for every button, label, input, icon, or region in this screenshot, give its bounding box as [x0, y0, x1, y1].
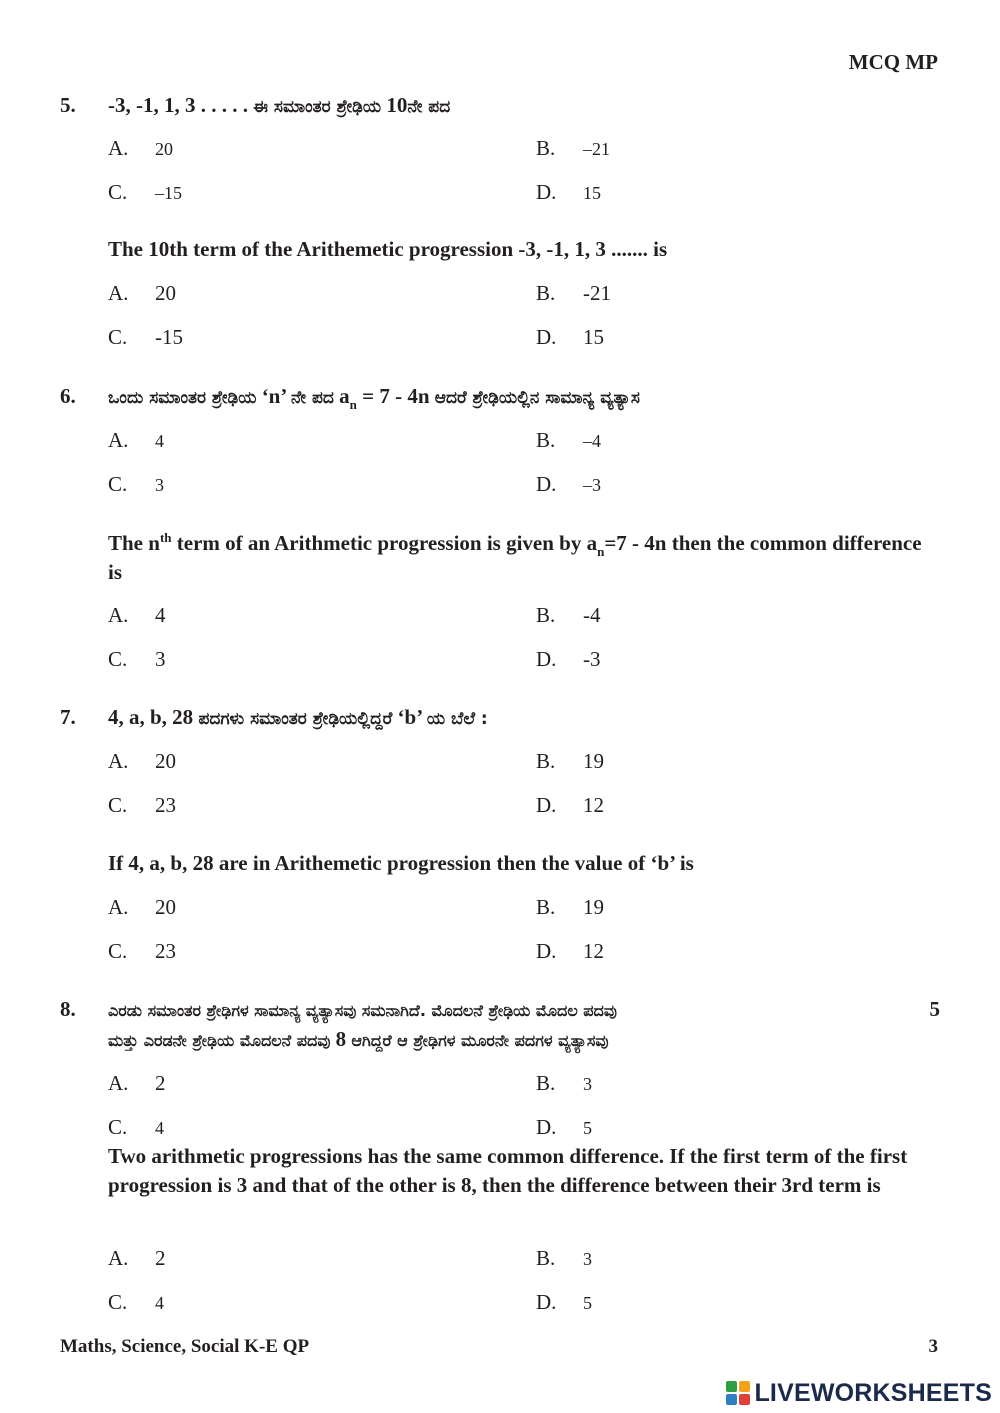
option-value: –15 [155, 183, 182, 203]
option-value: 2 [155, 1246, 166, 1270]
q7-kn-option-b[interactable] [536, 749, 604, 774]
q7-kn-option-a[interactable] [108, 749, 176, 774]
option-value: 2 [155, 1071, 166, 1095]
q5-kn-num: 10 [386, 93, 408, 117]
option-label: A. [108, 1071, 129, 1095]
option-label: A. [108, 749, 129, 773]
option-label: D. [536, 1115, 557, 1139]
q6-kn-option-b[interactable] [536, 428, 601, 453]
q5-number: 5. [60, 93, 76, 117]
q8-kn-option-a[interactable] [108, 1071, 166, 1096]
option-label: B. [536, 895, 556, 919]
q8-number: 8. [60, 997, 76, 1021]
option-label: B. [536, 136, 556, 160]
q6-english-question [108, 529, 940, 587]
q5-kn-option-c[interactable] [108, 180, 182, 205]
option-value: 5 [583, 1293, 592, 1313]
option-label: C. [108, 472, 128, 496]
option-value: 15 [583, 183, 601, 203]
q6-en-p1: The n [108, 531, 160, 555]
q7-kannada-question [108, 705, 488, 730]
q6-kn-a: a [339, 384, 350, 408]
q6-kn-option-c[interactable] [108, 472, 164, 497]
option-value: –4 [583, 431, 601, 451]
q7-kn-prefix: 4, a, b, 28 [108, 705, 194, 729]
q7-kn-b: ‘b’ [397, 705, 422, 729]
footer-subject: Maths, Science, Social K-E QP [60, 1336, 310, 1357]
option-value: 4 [155, 603, 166, 627]
q5-kn-text: ಈ ಸಮಾಂತರ ಶ್ರೇಢಿಯ [253, 97, 382, 117]
option-value: 19 [583, 749, 604, 773]
q7-english-question: If 4, a, b, 28 are in Arithemetic progression then the value of ‘b’ is [108, 851, 694, 875]
option-value: 20 [155, 281, 176, 305]
q7-en-option-c[interactable] [108, 939, 176, 964]
q7-en-option-b[interactable] [536, 895, 604, 920]
option-value: 20 [155, 139, 173, 159]
q6-en-option-c[interactable] [108, 647, 166, 672]
q8-kn-option-d[interactable] [536, 1115, 592, 1140]
option-label: A. [108, 281, 129, 305]
option-label: A. [108, 1246, 129, 1270]
option-value: -21 [583, 281, 611, 305]
q6-number: 6. [60, 384, 76, 408]
option-value: 12 [583, 793, 604, 817]
q6-kn-p3: ಆದರೆ ಶ್ರೇಢಿಯಲ್ಲಿನ ಸಾಮಾನ್ಯ ವ್ಯತ್ಯಾಸ [434, 388, 640, 408]
option-label: D. [536, 1290, 557, 1314]
option-value: 23 [155, 793, 176, 817]
q8-kn-line2b: ಆಗಿದ್ದರೆ ಆ ಶ್ರೇಢಿಗಳ ಮೂರನೇ ಪದಗಳ ವ್ಯತ್ಯಾಸವು [351, 1031, 609, 1050]
q5-kn-option-d[interactable] [536, 180, 601, 205]
option-value: -3 [583, 647, 601, 671]
q6-kn-n: ‘n’ [261, 384, 286, 408]
q6-kn-p2: ನೇ ಪದ [291, 388, 334, 408]
option-label: D. [536, 180, 557, 204]
option-label: B. [536, 1246, 556, 1270]
q8-kn-line2-num: 8 [335, 1027, 347, 1051]
option-value: 20 [155, 749, 176, 773]
option-label: C. [108, 1290, 128, 1314]
q5-kn-prefix: -3, -1, 1, 3 . . . . . [108, 93, 248, 117]
liveworksheets-logo-icon [726, 1381, 750, 1405]
option-value: –21 [583, 139, 610, 159]
option-label: B. [536, 1071, 556, 1095]
option-value: -4 [583, 603, 601, 627]
q6-kn-option-d[interactable] [536, 472, 601, 497]
option-label: A. [108, 136, 129, 160]
option-value: 5 [583, 1118, 592, 1138]
q6-en-sub: n [597, 544, 605, 559]
option-value: -15 [155, 325, 183, 349]
option-label: D. [536, 472, 557, 496]
option-label: C. [108, 647, 128, 671]
option-label: A. [108, 895, 129, 919]
option-label: A. [108, 428, 129, 452]
option-label: D. [536, 647, 557, 671]
q6-en-option-d[interactable] [536, 647, 601, 672]
q5-kannada-question [108, 93, 450, 118]
q7-en-option-a[interactable] [108, 895, 176, 920]
q7-kn-p1: ಪದಗಳು ಸಮಾಂತರ ಶ್ರೇಢಿಯಲ್ಲಿದ್ದರೆ [198, 709, 393, 729]
option-value: 15 [583, 325, 604, 349]
q8-en-option-b[interactable] [536, 1246, 592, 1271]
option-label: D. [536, 325, 557, 349]
option-value: 4 [155, 1118, 164, 1138]
q5-kn-option-a[interactable] [108, 136, 173, 161]
q6-kannada-question [108, 384, 640, 412]
q6-kn-p1: ಒಂದು ಸಮಾಂತರ ಶ್ರೇಢಿಯ [108, 388, 257, 408]
option-label: B. [536, 749, 556, 773]
option-value: 12 [583, 939, 604, 963]
q8-kannada-line-2 [108, 1027, 608, 1052]
option-value: 3 [155, 647, 166, 671]
q5-en-option-b[interactable] [536, 281, 611, 306]
q6-en-sup: th [159, 530, 172, 545]
watermark-text: LIVEWORKSHEETS [754, 1378, 992, 1407]
option-label: A. [108, 603, 129, 627]
option-label: D. [536, 793, 557, 817]
option-label: B. [536, 428, 556, 452]
q6-kn-option-a[interactable] [108, 428, 164, 453]
option-value: 3 [583, 1249, 592, 1269]
q7-kn-p2: ಯ ಬೆಲೆ : [426, 709, 488, 729]
page-number: 3 [928, 1336, 938, 1357]
q6-en-option-a[interactable] [108, 603, 166, 628]
q8-en-option-d[interactable] [536, 1290, 592, 1315]
option-label: C. [108, 939, 128, 963]
option-value: 19 [583, 895, 604, 919]
option-label: D. [536, 939, 557, 963]
option-value: 3 [155, 475, 164, 495]
q5-en-option-d[interactable] [536, 325, 604, 350]
q5-en-option-a[interactable] [108, 281, 176, 306]
q7-kn-option-d[interactable] [536, 793, 604, 818]
option-label: C. [108, 1115, 128, 1139]
option-value: 20 [155, 895, 176, 919]
q8-kn-line1: ಎರಡು ಸಮಾಂತರ ಶ್ರೇಢಿಗಳ ಸಾಮಾನ್ಯ ವ್ಯತ್ಯಾಸವು ಸಮನಾಗಿದೆ. ಮೊದಲನೆ ಶ್ರೇಢಿಯ ಮೊದಲ ಪದವು [108, 1001, 617, 1020]
q7-number: 7. [60, 705, 76, 729]
option-value: 4 [155, 431, 164, 451]
q8-kn-option-b[interactable] [536, 1071, 592, 1096]
q5-en-option-c[interactable] [108, 325, 183, 350]
liveworksheets-watermark [726, 1378, 992, 1408]
option-value: 3 [583, 1074, 592, 1094]
q5-kn-option-b[interactable] [536, 136, 610, 161]
option-label: C. [108, 793, 128, 817]
q5-english-question: The 10th term of the Arithemetic progression -3, -1, 1, 3 ....... is [108, 237, 668, 261]
option-value: 23 [155, 939, 176, 963]
q8-kn-line2a: ಮತ್ತು ಎರಡನೇ ಶ್ರೇಢಿಯ ಮೊದಲನೆ ಪದವು [108, 1031, 331, 1050]
q6-en-p2: term of an Arithmetic progression is given by a [171, 531, 598, 555]
option-label: B. [536, 603, 556, 627]
q6-kn-sub: n [349, 397, 357, 412]
option-value: –3 [583, 475, 601, 495]
q8-kannada-line-1 [108, 997, 940, 1022]
q6-en-option-b[interactable] [536, 603, 601, 628]
q7-kn-option-c[interactable] [108, 793, 176, 818]
q8-en-option-a[interactable] [108, 1246, 166, 1271]
q5-kn-suffix: ನೇ ಪದ [407, 97, 451, 117]
q8-kn-option-c[interactable] [108, 1115, 164, 1140]
option-value: 4 [155, 1293, 164, 1313]
header-title: MCQ MP [848, 50, 938, 74]
option-label: B. [536, 281, 556, 305]
q8-kn-line1-num: 5 [929, 997, 940, 1021]
q6-en-p3: =7 - 4n then the common difference is [108, 531, 922, 584]
q7-en-option-d[interactable] [536, 939, 604, 964]
q8-en-option-c[interactable] [108, 1290, 164, 1315]
option-label: C. [108, 325, 128, 349]
q6-kn-formula: = 7 - 4n [362, 384, 430, 408]
option-label: C. [108, 180, 128, 204]
q8-english-question: Two arithmetic progressions has the same common difference. If the first term of the first progression is 3 and that of the other is 8, then the difference between their 3rd term is [108, 1144, 908, 1197]
